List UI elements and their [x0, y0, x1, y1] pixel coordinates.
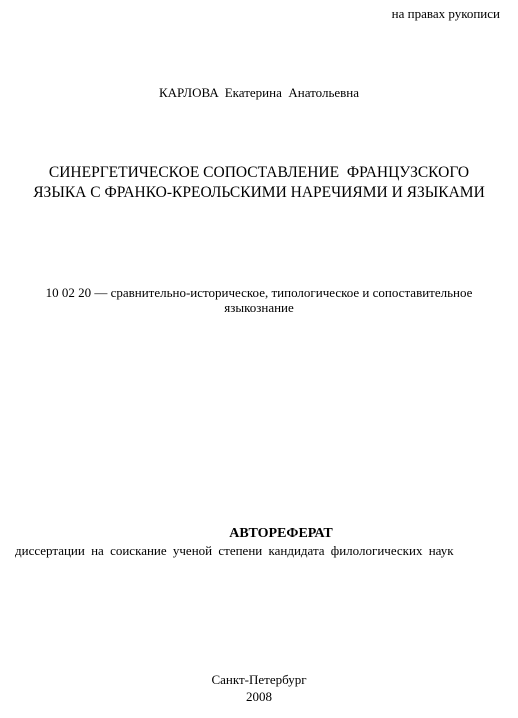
- abstract-subheading: диссертации на соискание ученой степени кандидата филологических наук: [15, 543, 454, 558]
- author-given-names: Екатерина Анатольевна: [224, 85, 360, 100]
- abstract-heading: АВТОРЕФЕРАТ: [229, 526, 333, 541]
- publication-city: Санкт-Петербург: [211, 672, 307, 687]
- thesis-title-line-2: ЯЗЫКА С ФРАНКО-КРЕОЛЬСКИМИ НАРЕЧИЯМИ И ЯЗЫКАМИ: [33, 184, 485, 201]
- specialty-code-line-1: 10 02 20 — сравнительно-историческое, типологическое и сопоставительное: [45, 285, 473, 300]
- manuscript-rights-note: на правах рукописи: [391, 6, 500, 21]
- specialty-code-line-2: языкознание: [224, 300, 294, 315]
- author-name: [0, 86, 518, 99]
- thesis-title-line-1: СИНЕРГЕТИЧЕСКОЕ СОПОСТАВЛЕНИЕ ФРАНЦУЗСКОГО: [48, 164, 470, 181]
- publication-year: 2008: [246, 689, 272, 704]
- author-surname: КАРЛОВА: [158, 85, 219, 100]
